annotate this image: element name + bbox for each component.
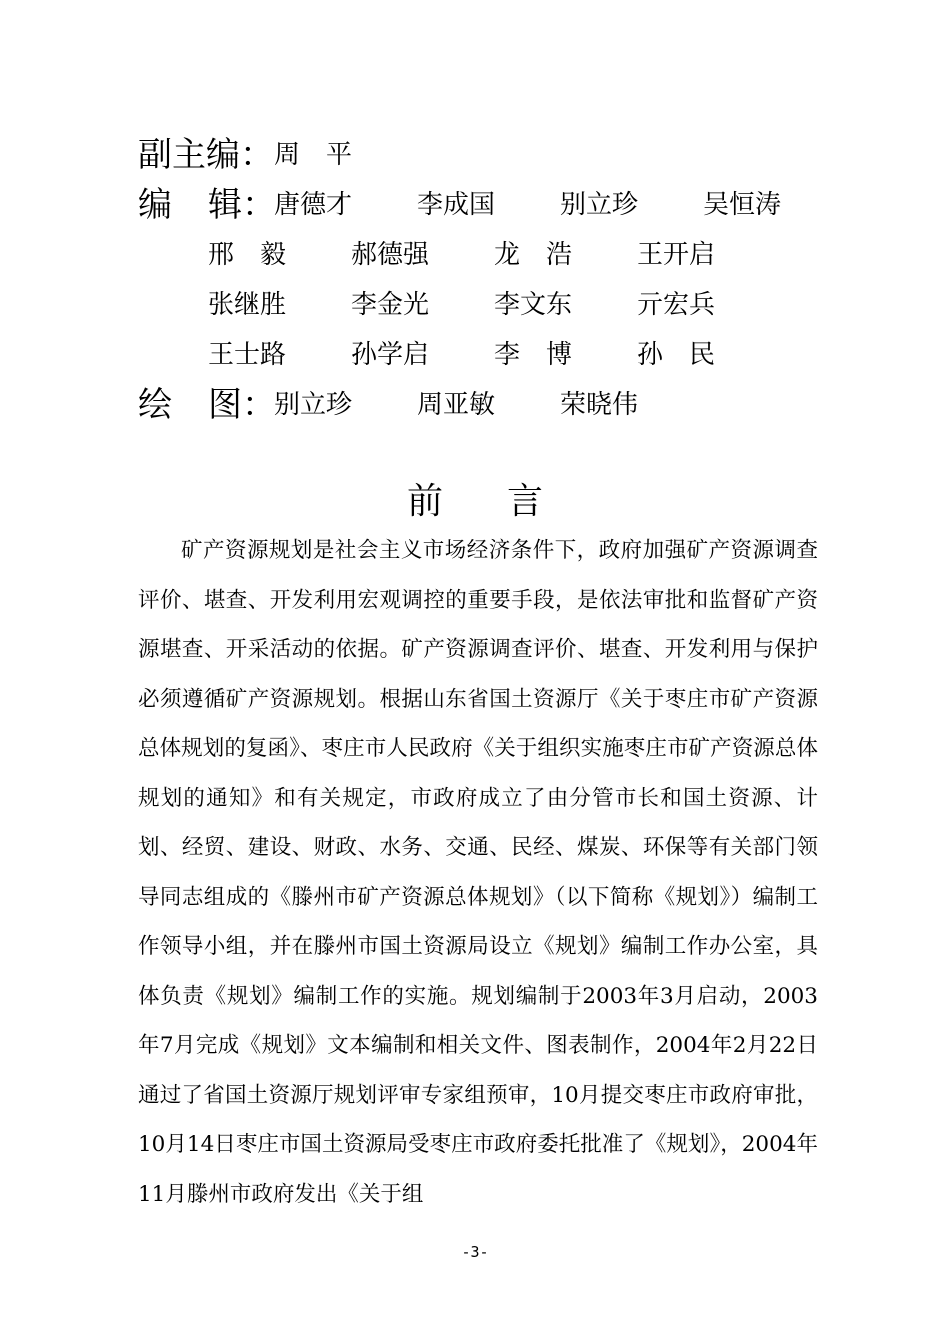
drawing-name: 周亚敏 xyxy=(417,390,496,420)
drawing-name: 荣晓伟 xyxy=(560,390,639,420)
editor-name: 郝德强 xyxy=(351,240,430,270)
editor-name: 王士路 xyxy=(208,340,287,370)
editor-name: 龙 浩 xyxy=(494,240,573,270)
drawing-label: 绘 图： xyxy=(138,385,276,425)
drawing-name: 别立珍 xyxy=(274,390,353,420)
page-number: -3- xyxy=(461,1243,489,1261)
editor-name: 王开启 xyxy=(637,240,716,270)
editor-name: 孙学启 xyxy=(351,340,430,370)
editor-name: 亓宏兵 xyxy=(637,290,716,320)
editor-name: 李金光 xyxy=(351,290,430,320)
editor-name: 别立珍 xyxy=(560,190,639,220)
editor-name: 李 博 xyxy=(494,340,573,370)
preface-title: 前 言 xyxy=(406,481,544,522)
editor-name: 李成国 xyxy=(417,190,496,220)
editor-name: 孙 民 xyxy=(637,340,716,370)
editor-name: 张继胜 xyxy=(208,290,287,320)
editor-name: 唐德才 xyxy=(274,190,353,220)
deputy-editor-name: 周 平 xyxy=(274,140,353,170)
editor-name: 李文东 xyxy=(494,290,573,320)
editors-label: 编 辑： xyxy=(138,185,276,225)
deputy-editor-label: 副主编： xyxy=(138,135,274,175)
editor-name: 吴恒涛 xyxy=(703,190,782,220)
editor-name: 邢 毅 xyxy=(208,240,287,270)
preface-body: 矿产资源规划是社会主义市场经济条件下，政府加强矿产资源调查评价、堪查、开发利用宏观调控的重要手段，是依法审批和监督矿产资源堪查、开采活动的依据。矿产资源调查评价、堪查、开发利用与保护必须遵循矿产资源规划。根据山东省国土资源厅《关于枣庄市矿产资源总体规划的复函》、枣庄市人民政府《关于组织实施枣庄市矿产资源总体规划的通知》和有关规定，市政府成立了由分管市长和国土资源、计划、经贸、建设、财政、水务、交通、民经、煤炭、环保等有关部门领导同志组成的《滕州市矿产资源总体规划》（以下简称《规划》）编制工作领导小组，并在滕州市国土资源局设立《规划》编制工作办公室，具体负责《规划》编制工作的实施。规划编制于2003年3月启动，2003年7月完成《规划》文本编制和相关文件、图表制作，2004年2月22日通过了省国土资源厅规划评审专家组预审，10月提交枣庄市政府审批，10月14日枣庄市国土资源局受枣庄市政府委托批准了《规划》，2004年11月滕州市政府发出《关于组 xyxy=(138,538,818,1207)
